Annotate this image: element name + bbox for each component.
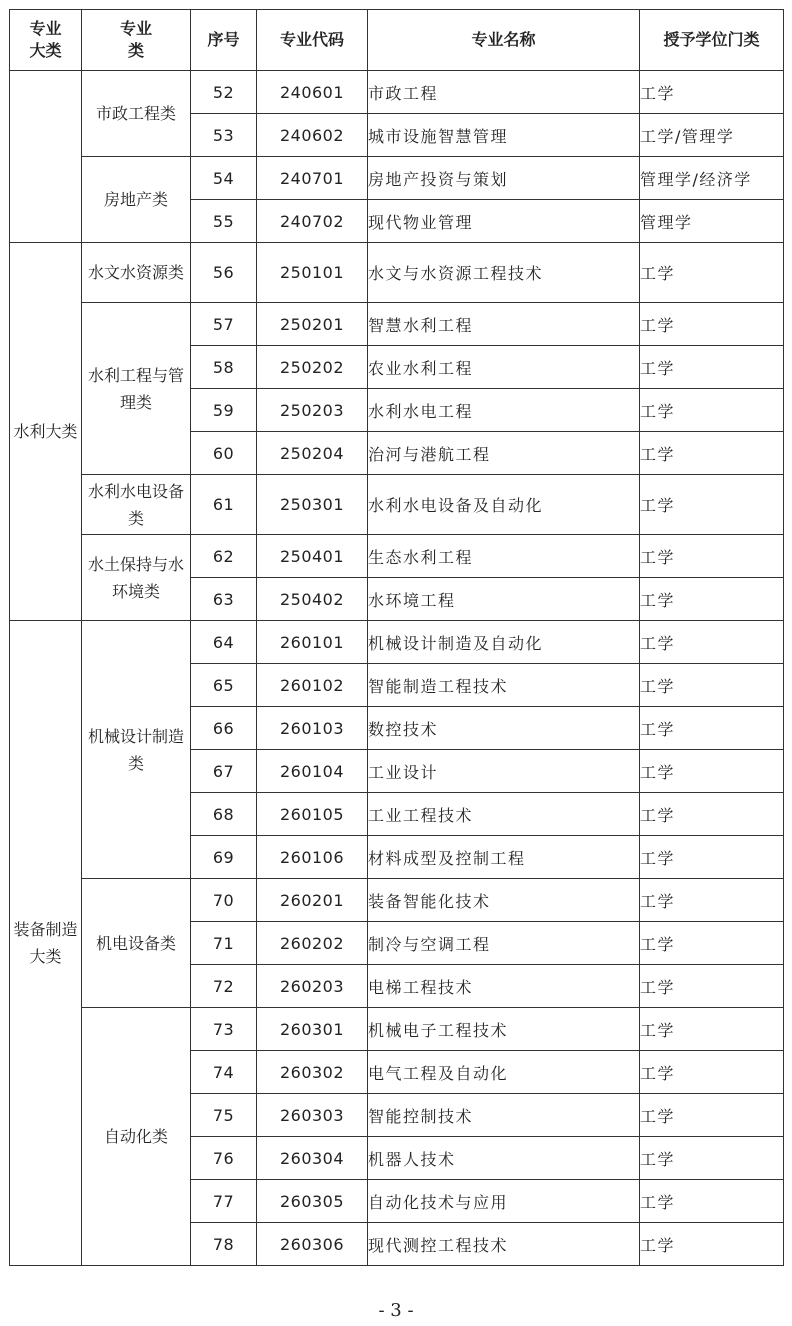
major-code-cell: 260303 <box>257 1094 368 1137</box>
major-category-cell <box>10 71 82 243</box>
serial-number-cell: 60 <box>191 432 257 475</box>
degree-category-cell: 工学 <box>640 535 784 578</box>
major-catalog-table <box>9 9 784 1266</box>
major-name-cell: 水利水电设备及自动化 <box>368 475 640 535</box>
major-class-cell: 水利水电设备类 <box>82 475 191 535</box>
serial-number-cell: 57 <box>191 303 257 346</box>
degree-category-cell: 工学 <box>640 836 784 879</box>
major-name-cell: 农业水利工程 <box>368 346 640 389</box>
table-row <box>10 303 784 346</box>
major-code-cell: 240701 <box>257 157 368 200</box>
major-code-cell: 260202 <box>257 922 368 965</box>
major-name-cell: 电梯工程技术 <box>368 965 640 1008</box>
serial-number-cell: 75 <box>191 1094 257 1137</box>
serial-number-cell: 62 <box>191 535 257 578</box>
major-class-cell: 水文水资源类 <box>82 243 191 303</box>
degree-category-cell: 工学 <box>640 1180 784 1223</box>
degree-category-cell: 工学 <box>640 346 784 389</box>
major-name-cell: 现代物业管理 <box>368 200 640 243</box>
major-name-cell: 治河与港航工程 <box>368 432 640 475</box>
serial-number-cell: 78 <box>191 1223 257 1266</box>
major-class-cell: 机械设计制造类 <box>82 621 191 879</box>
major-name-cell: 智能制造工程技术 <box>368 664 640 707</box>
degree-category-cell: 工学 <box>640 793 784 836</box>
major-name-cell: 智能控制技术 <box>368 1094 640 1137</box>
serial-number-cell: 54 <box>191 157 257 200</box>
major-code-cell: 250203 <box>257 389 368 432</box>
major-code-cell: 260305 <box>257 1180 368 1223</box>
major-code-cell: 260105 <box>257 793 368 836</box>
major-name-cell: 数控技术 <box>368 707 640 750</box>
degree-category-cell: 工学 <box>640 1094 784 1137</box>
major-name-cell: 智慧水利工程 <box>368 303 640 346</box>
table-row <box>10 71 784 114</box>
major-code-cell: 240601 <box>257 71 368 114</box>
serial-number-cell: 72 <box>191 965 257 1008</box>
major-name-cell: 水环境工程 <box>368 578 640 621</box>
serial-number-cell: 67 <box>191 750 257 793</box>
header-major-code: 专业代码 <box>257 10 368 71</box>
major-code-cell: 260302 <box>257 1051 368 1094</box>
table-body <box>10 71 784 1266</box>
header-major-name: 专业名称 <box>368 10 640 71</box>
serial-number-cell: 68 <box>191 793 257 836</box>
major-name-cell: 现代测控工程技术 <box>368 1223 640 1266</box>
major-name-cell: 生态水利工程 <box>368 535 640 578</box>
table-row <box>10 475 784 535</box>
serial-number-cell: 76 <box>191 1137 257 1180</box>
major-code-cell: 250401 <box>257 535 368 578</box>
major-code-cell: 250204 <box>257 432 368 475</box>
table-header-row <box>10 10 784 71</box>
degree-category-cell: 工学 <box>640 432 784 475</box>
degree-category-cell: 工学 <box>640 303 784 346</box>
degree-category-cell: 工学 <box>640 1223 784 1266</box>
major-code-cell: 250101 <box>257 243 368 303</box>
major-class-cell: 自动化类 <box>82 1008 191 1266</box>
major-code-cell: 260101 <box>257 621 368 664</box>
major-code-cell: 260201 <box>257 879 368 922</box>
serial-number-cell: 53 <box>191 114 257 157</box>
major-code-cell: 260306 <box>257 1223 368 1266</box>
serial-number-cell: 64 <box>191 621 257 664</box>
major-class-cell: 机电设备类 <box>82 879 191 1008</box>
degree-category-cell: 工学 <box>640 1051 784 1094</box>
page-number: - 3 - <box>378 1300 414 1321</box>
major-code-cell: 250301 <box>257 475 368 535</box>
major-name-cell: 城市设施智慧管理 <box>368 114 640 157</box>
degree-category-cell: 管理学/经济学 <box>640 157 784 200</box>
major-code-cell: 260301 <box>257 1008 368 1051</box>
serial-number-cell: 77 <box>191 1180 257 1223</box>
major-code-cell: 260104 <box>257 750 368 793</box>
serial-number-cell: 73 <box>191 1008 257 1051</box>
header-major-category: 专业 大类 <box>10 10 82 71</box>
major-name-cell: 制冷与空调工程 <box>368 922 640 965</box>
serial-number-cell: 58 <box>191 346 257 389</box>
major-code-cell: 260103 <box>257 707 368 750</box>
major-name-cell: 工业设计 <box>368 750 640 793</box>
major-code-cell: 260203 <box>257 965 368 1008</box>
major-class-cell: 房地产类 <box>82 157 191 243</box>
degree-category-cell: 管理学 <box>640 200 784 243</box>
major-name-cell: 机器人技术 <box>368 1137 640 1180</box>
degree-category-cell: 工学 <box>640 71 784 114</box>
major-name-cell: 机械电子工程技术 <box>368 1008 640 1051</box>
major-category-cell: 装备制造大类 <box>10 621 82 1266</box>
serial-number-cell: 66 <box>191 707 257 750</box>
table-row <box>10 1008 784 1051</box>
major-name-cell: 市政工程 <box>368 71 640 114</box>
serial-number-cell: 71 <box>191 922 257 965</box>
major-class-cell: 市政工程类 <box>82 71 191 157</box>
serial-number-cell: 69 <box>191 836 257 879</box>
major-code-cell: 250202 <box>257 346 368 389</box>
major-name-cell: 工业工程技术 <box>368 793 640 836</box>
degree-category-cell: 工学 <box>640 707 784 750</box>
degree-category-cell: 工学 <box>640 664 784 707</box>
serial-number-cell: 55 <box>191 200 257 243</box>
table-row <box>10 157 784 200</box>
major-name-cell: 房地产投资与策划 <box>368 157 640 200</box>
major-name-cell: 水利水电工程 <box>368 389 640 432</box>
table-row <box>10 535 784 578</box>
major-category-cell: 水利大类 <box>10 243 82 621</box>
table-row <box>10 621 784 664</box>
degree-category-cell: 工学 <box>640 621 784 664</box>
table-row <box>10 243 784 303</box>
major-name-cell: 电气工程及自动化 <box>368 1051 640 1094</box>
header-serial-number: 序号 <box>191 10 257 71</box>
major-name-cell: 装备智能化技术 <box>368 879 640 922</box>
major-name-cell: 水文与水资源工程技术 <box>368 243 640 303</box>
degree-category-cell: 工学 <box>640 578 784 621</box>
major-class-cell: 水土保持与水环境类 <box>82 535 191 621</box>
major-code-cell: 260304 <box>257 1137 368 1180</box>
major-code-cell: 260102 <box>257 664 368 707</box>
degree-category-cell: 工学/管理学 <box>640 114 784 157</box>
degree-category-cell: 工学 <box>640 965 784 1008</box>
major-code-cell: 250201 <box>257 303 368 346</box>
degree-category-cell: 工学 <box>640 1137 784 1180</box>
header-major-class: 专业 类 <box>82 10 191 71</box>
major-name-cell: 材料成型及控制工程 <box>368 836 640 879</box>
serial-number-cell: 52 <box>191 71 257 114</box>
serial-number-cell: 74 <box>191 1051 257 1094</box>
degree-category-cell: 工学 <box>640 750 784 793</box>
serial-number-cell: 59 <box>191 389 257 432</box>
major-code-cell: 240602 <box>257 114 368 157</box>
serial-number-cell: 65 <box>191 664 257 707</box>
major-name-cell: 自动化技术与应用 <box>368 1180 640 1223</box>
degree-category-cell: 工学 <box>640 1008 784 1051</box>
major-code-cell: 240702 <box>257 200 368 243</box>
serial-number-cell: 56 <box>191 243 257 303</box>
degree-category-cell: 工学 <box>640 475 784 535</box>
serial-number-cell: 70 <box>191 879 257 922</box>
degree-category-cell: 工学 <box>640 243 784 303</box>
header-degree-category: 授予学位门类 <box>640 10 784 71</box>
degree-category-cell: 工学 <box>640 922 784 965</box>
table-row <box>10 879 784 922</box>
major-class-cell: 水利工程与管理类 <box>82 303 191 475</box>
major-name-cell: 机械设计制造及自动化 <box>368 621 640 664</box>
degree-category-cell: 工学 <box>640 389 784 432</box>
major-code-cell: 260106 <box>257 836 368 879</box>
serial-number-cell: 61 <box>191 475 257 535</box>
degree-category-cell: 工学 <box>640 879 784 922</box>
serial-number-cell: 63 <box>191 578 257 621</box>
major-code-cell: 250402 <box>257 578 368 621</box>
